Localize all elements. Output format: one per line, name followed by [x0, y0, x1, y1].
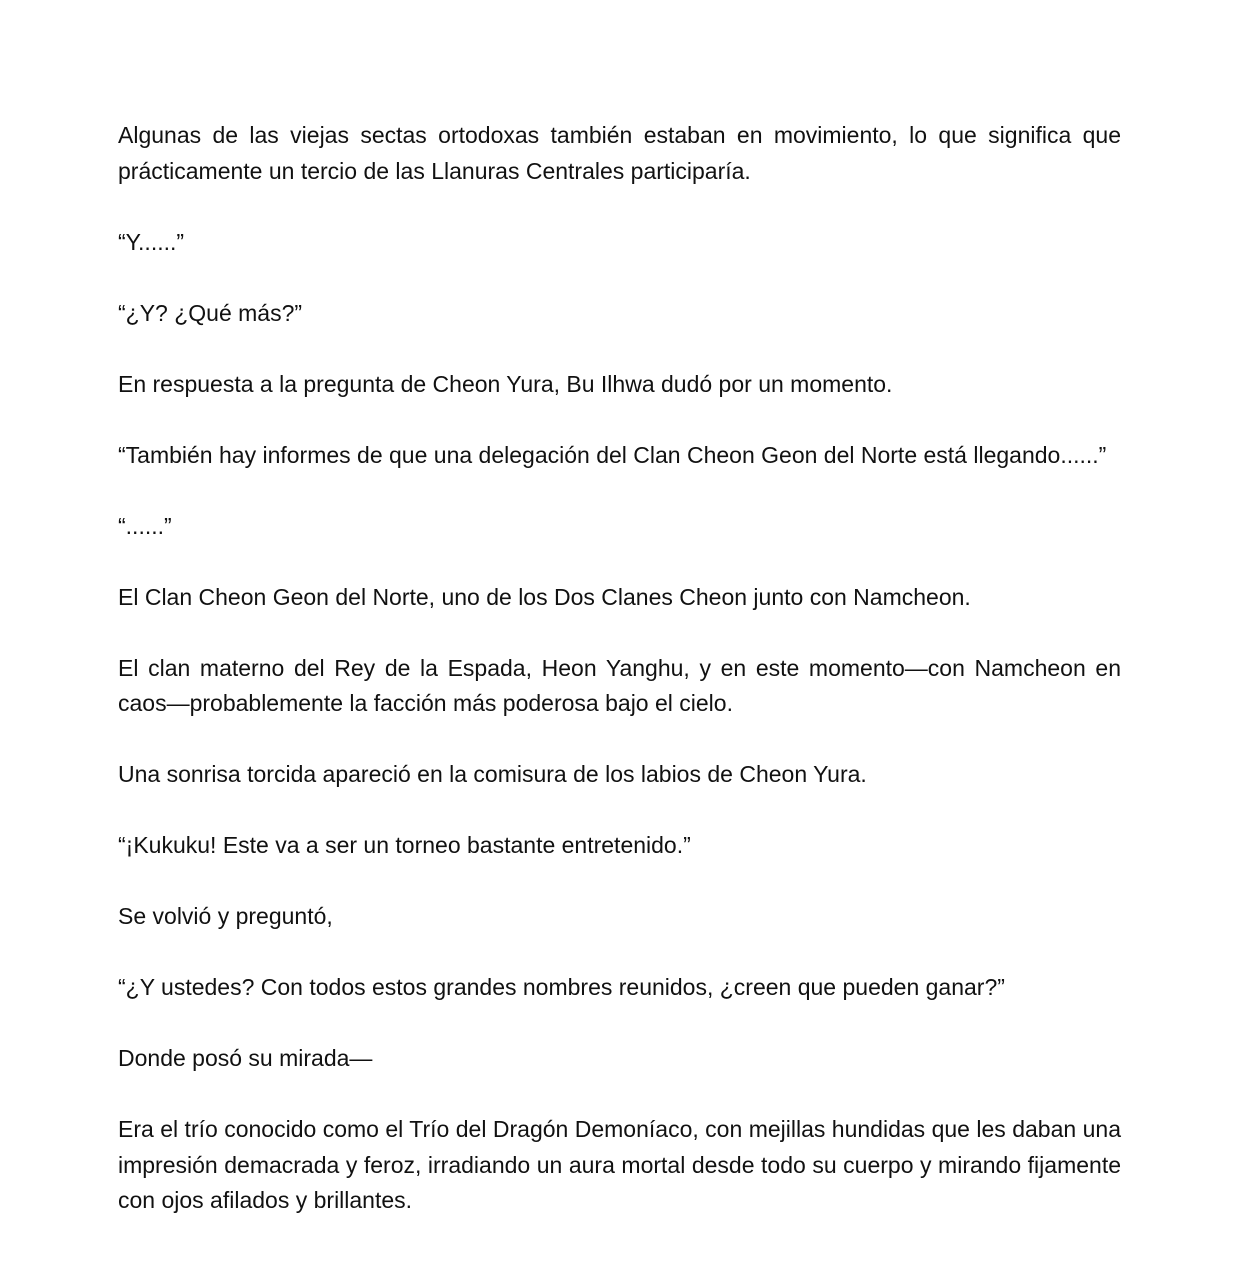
paragraph-3: “¿Y? ¿Qué más?” — [118, 299, 303, 326]
paragraph-13: Donde posó su mirada— — [118, 1045, 373, 1071]
paragraph-2: “Y......” — [118, 228, 185, 255]
paragraph-6: “......” — [118, 512, 172, 539]
paragraph-12: “¿Y ustedes? Con todos estos grandes nombres reunidos, ¿creen que pueden ganar?” — [118, 974, 1005, 1000]
paragraph-7: El Clan Cheon Geon del Norte, uno de los Dos Clanes Cheon junto con Namcheon. — [118, 583, 971, 610]
paragraph-11: Se volvió y preguntó, — [118, 903, 333, 929]
paragraph-10: “¡Kukuku! Este va a ser un torneo bastante entretenido.” — [118, 832, 691, 858]
paragraph-8: El clan materno del Rey de la Espada, Heon Yanghu, y en este momento—con Namcheon en caos—probablemente la facción más poderosa bajo el cielo. — [118, 654, 1121, 716]
paragraph-9: Una sonrisa torcida apareció en la comisura de los labios de Cheon Yura. — [118, 761, 867, 787]
paragraph-1: Algunas de las viejas sectas ortodoxas también estaban en movimiento, lo que significa que prácticamente un tercio de las Llanuras Centrales participaría. — [118, 122, 1121, 184]
paragraph-4: En respuesta a la pregunta de Cheon Yura, Bu Ilhwa dudó por un momento. — [118, 370, 893, 397]
paragraph-14: Era el trío conocido como el Trío del Dragón Demoníaco, con mejillas hundidas que les daban una impresión demacrada y feroz, irradiando un aura mortal desde todo su cuerpo y mirando fijamente con ojos afilados y brillantes. — [118, 1116, 1121, 1213]
paragraph-5: “También hay informes de que una delegación del Clan Cheon Geon del Norte está llegando......” — [118, 441, 1107, 468]
document-body — [118, 118, 1121, 1219]
